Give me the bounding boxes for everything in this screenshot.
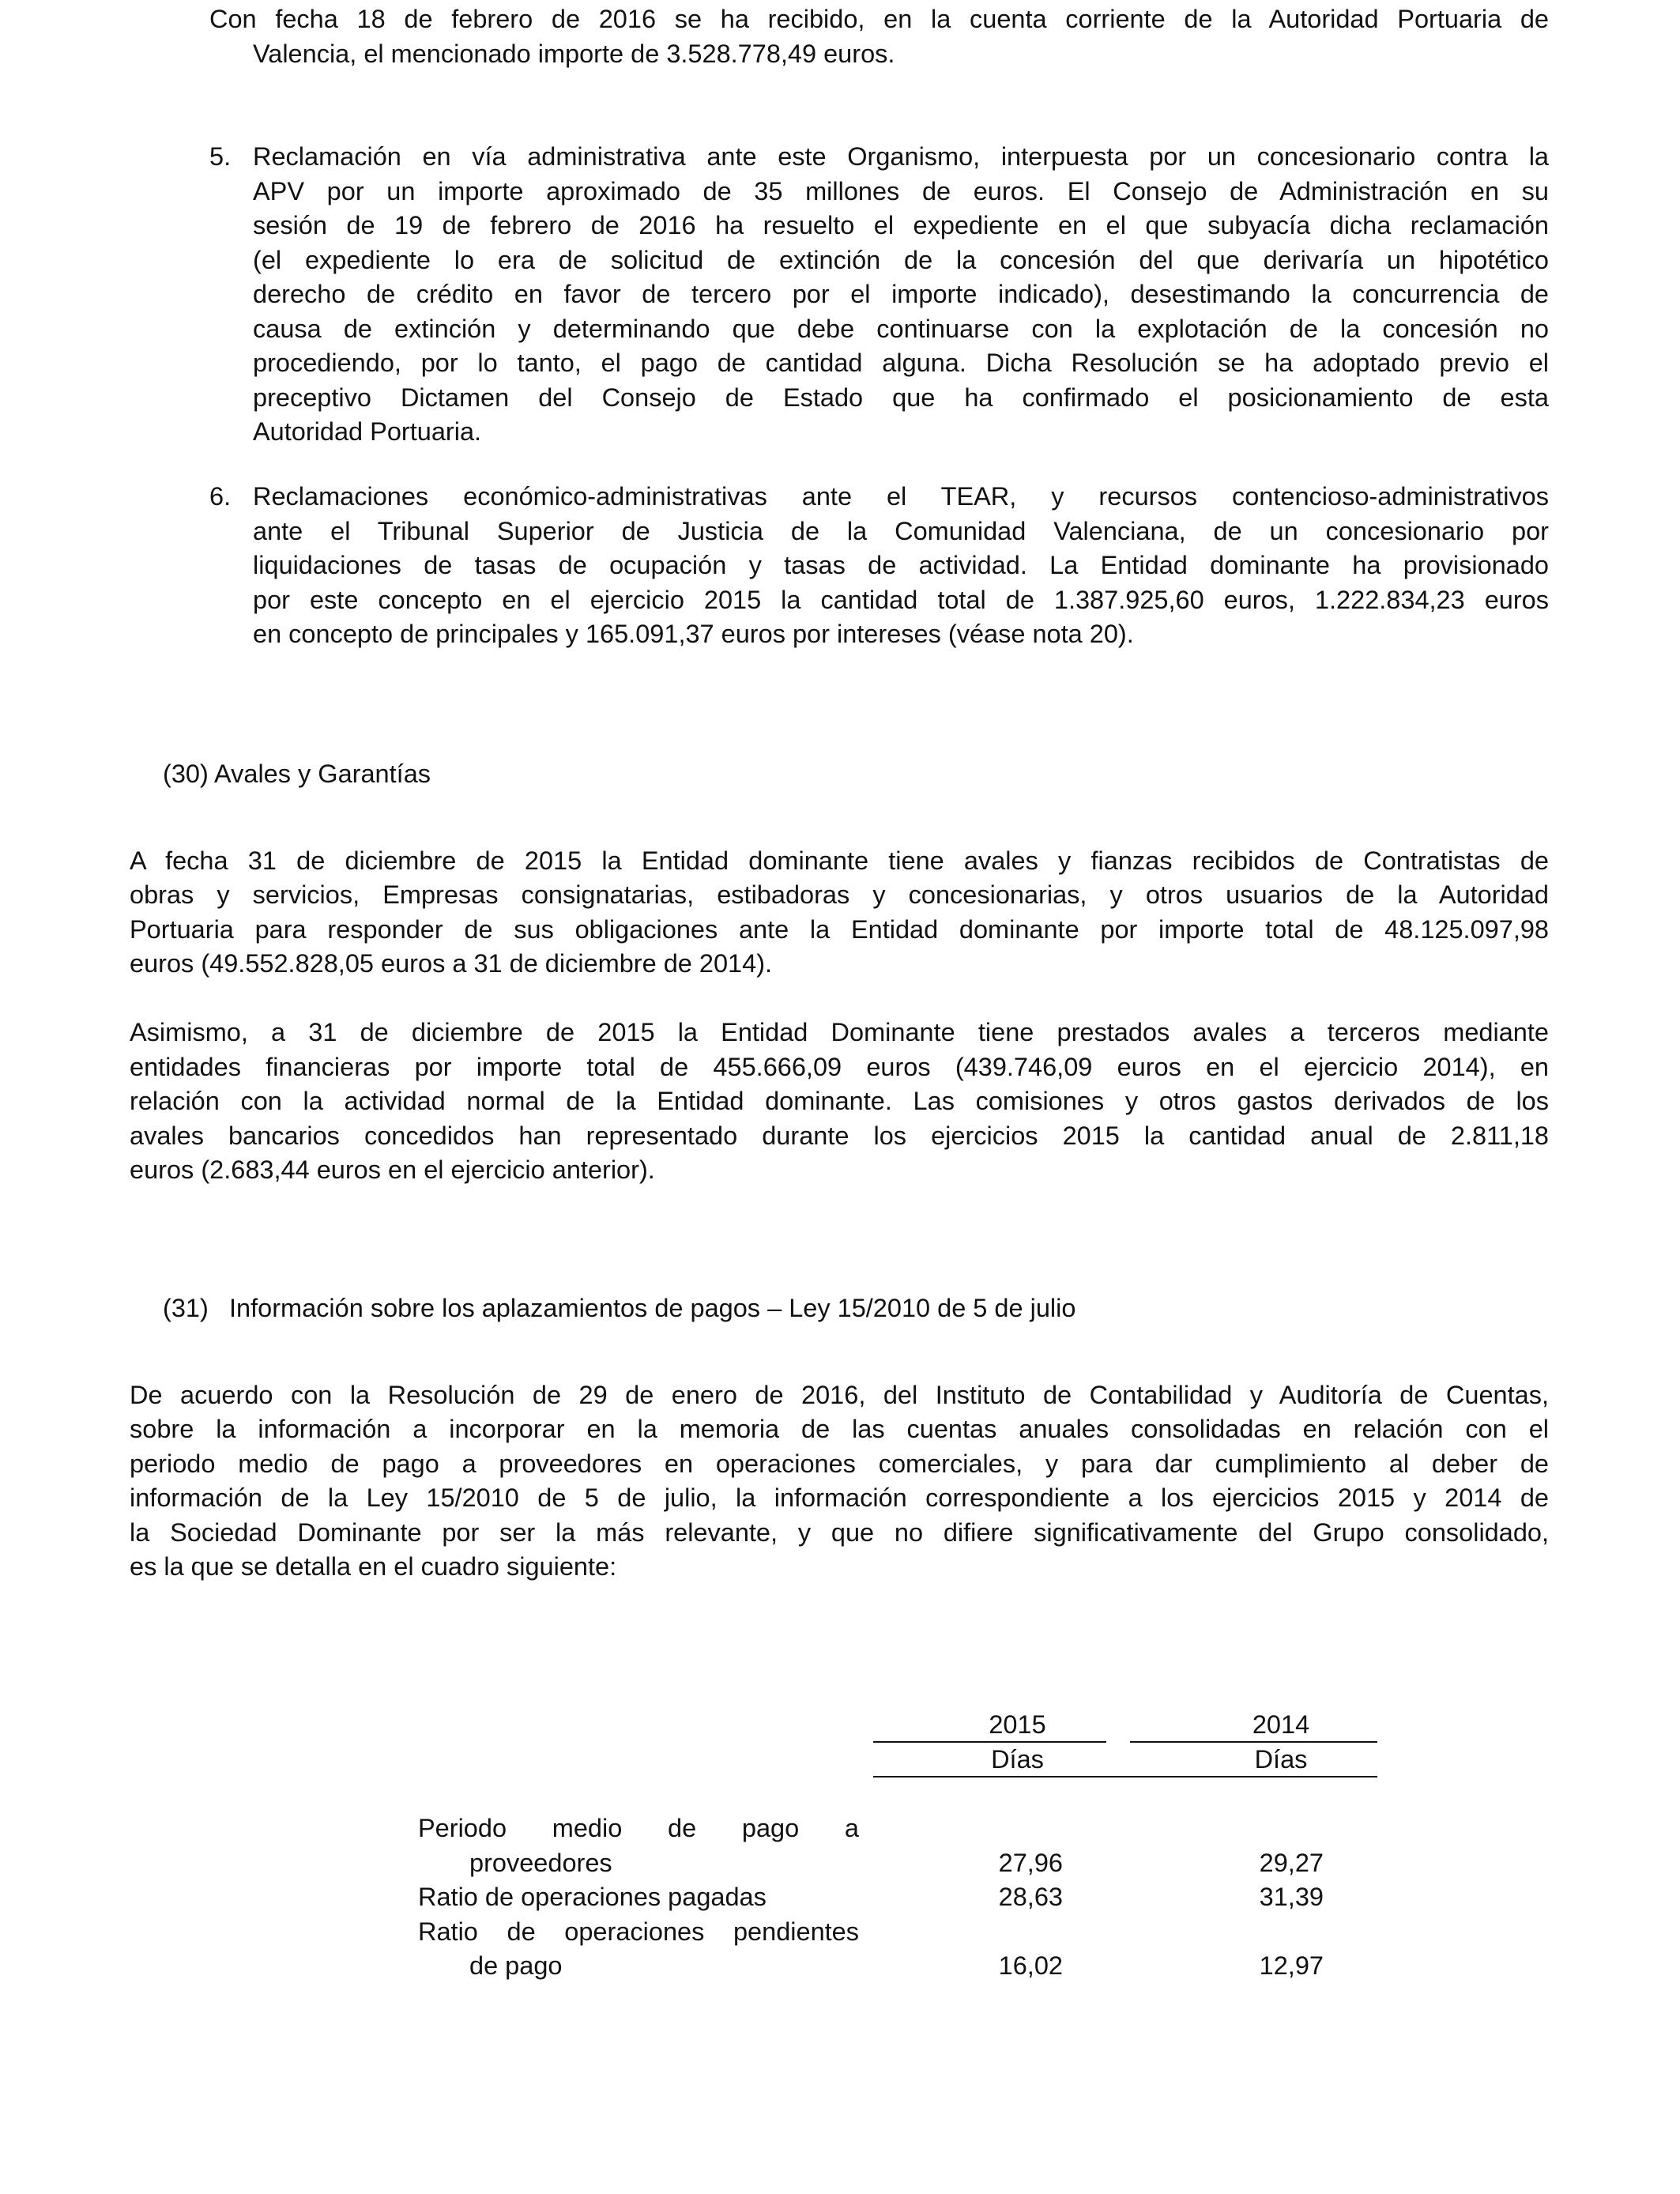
s31-line-5: la Sociedad Dominante por ser la más relevante, y que no difiere significativamente del Grupo consolidado, [130,1518,1549,1547]
row-value-2015: 16,02 [998,1951,1063,1980]
s31-line-1: De acuerdo con la Resolución de 29 de enero de 2016, del Instituto de Contabilidad y Auditoría de Cuentas, [130,1381,1549,1409]
intro-line-1: Con fecha 18 de febrero de 2016 se ha recibido, en la cuenta corriente de la Autoridad Portuaria de [209,5,1549,33]
row-value-2014: 29,27 [1259,1849,1324,1877]
row-label-line-2: de pago [469,1951,563,1980]
s31-line-6: es la que se detalla en el cuadro siguiente: [130,1552,617,1581]
s31-line-2: sobre la información a incorporar en la memoria de las cuentas anuales consolidadas en relación con el [130,1415,1549,1443]
item5-line-9: Autoridad Portuaria. [253,417,482,446]
list-marker-5: 5. [209,142,232,171]
s30p2-line-4: avales bancarios concedidos han representado durante los ejercicios 2015 la cantidad anual de 2.811,18 [130,1122,1549,1150]
s31-line-4: información de la Ley 15/2010 de 5 de julio, la información correspondiente a los ejercicios 2015 y 2014 de [130,1483,1549,1512]
section-30-heading: (30) Avales y Garantías [163,760,431,788]
s30p1-line-3: Portuaria para responder de sus obligaciones ante la Entidad dominante por importe total de 48.125.097,98 [130,915,1549,944]
row-value-2015: 27,96 [998,1849,1063,1877]
col-2015-year: 2015 [989,1710,1046,1739]
s30p2-line-5: euros (2.683,44 euros en el ejercicio anterior). [130,1155,655,1184]
section-31-title: Información sobre los aplazamientos de pagos – Ley 15/2010 de 5 de julio [229,1294,1076,1322]
row-label-line-1: Ratio de operaciones pendientes [418,1917,859,1946]
header-rule [873,1776,1377,1777]
item6-line-1: Reclamaciones económico-administrativas ante el TEAR, y recursos contencioso-administrativos [253,482,1549,511]
item5-line-3: sesión de 19 de febrero de 2016 ha resuelto el expediente en el que subyacía dicha reclamación [253,211,1549,239]
s30p2-line-3: relación con la actividad normal de la Entidad dominante. Las comisiones y otros gastos derivados de los [130,1087,1549,1115]
list-marker-6: 6. [209,482,232,511]
s30p2-line-1: Asimismo, a 31 de diciembre de 2015 la Entidad Dominante tiene prestados avales a terceros mediante [130,1018,1549,1046]
row-label-line-1: Ratio de operaciones pagadas [418,1883,767,1911]
s30p2-line-2: entidades financieras por importe total de 455.666,09 euros (439.746,09 euros en el ejercicio 2014), en [130,1053,1549,1081]
item5-line-8: preceptivo Dictamen del Consejo de Estado que ha confirmado el posicionamiento de esta [253,383,1549,412]
intro-line-2: Valencia, el mencionado importe de 3.528.778,49 euros. [253,40,895,68]
col-2014-unit: Días [1254,1745,1308,1774]
row-value-2014: 12,97 [1259,1951,1324,1980]
row-value-2015: 28,63 [998,1883,1063,1911]
row-label-line-1: Periodo medio de pago a [418,1814,859,1842]
s30p1-line-4: euros (49.552.828,05 euros a 31 de diciembre de 2014). [130,949,773,978]
col-2014-year: 2014 [1252,1710,1310,1739]
item6-line-2: ante el Tribunal Superior de Justicia de la Comunidad Valenciana, de un concesionario por [253,517,1549,545]
item5-line-5: derecho de crédito en favor de tercero por el importe indicado), desestimando la concurrencia de [253,280,1549,308]
section-31-number: (31) [163,1294,209,1322]
row-label-line-2: proveedores [469,1849,612,1877]
item6-line-5: en concepto de principales y 165.091,37 euros por intereses (véase nota 20). [253,620,1134,648]
s31-line-3: periodo medio de pago a proveedores en operaciones comerciales, y para dar cumplimiento al deber de [130,1449,1549,1478]
item5-line-6: causa de extinción y determinando que debe continuarse con la explotación de la concesión no [253,315,1549,343]
item5-line-4: (el expediente lo era de solicitud de extinción de la concesión del que derivaría un hipotético [253,246,1549,274]
item5-line-2: APV por un importe aproximado de 35 millones de euros. El Consejo de Administración en su [253,177,1549,205]
s30p1-line-1: A fecha 31 de diciembre de 2015 la Entidad dominante tiene avales y fianzas recibidos de Contratistas de [130,846,1549,875]
s30p1-line-2: obras y servicios, Empresas consignatarias, estibadoras y concesionarias, y otros usuarios de la Autoridad [130,880,1549,909]
item5-line-7: procediendo, por lo tanto, el pago de cantidad alguna. Dicha Resolución se ha adoptado previo el [253,349,1549,377]
col-2015-unit: Días [991,1745,1044,1774]
row-value-2014: 31,39 [1259,1883,1324,1911]
item5-line-1: Reclamación en vía administrativa ante este Organismo, interpuesta por un concesionario contra la [253,142,1549,171]
item6-line-4: por este concepto en el ejercicio 2015 la cantidad total de 1.387.925,60 euros, 1.222.834,23 euros [253,586,1549,614]
item6-line-3: liquidaciones de tasas de ocupación y tasas de actividad. La Entidad dominante ha provisionado [253,551,1549,579]
